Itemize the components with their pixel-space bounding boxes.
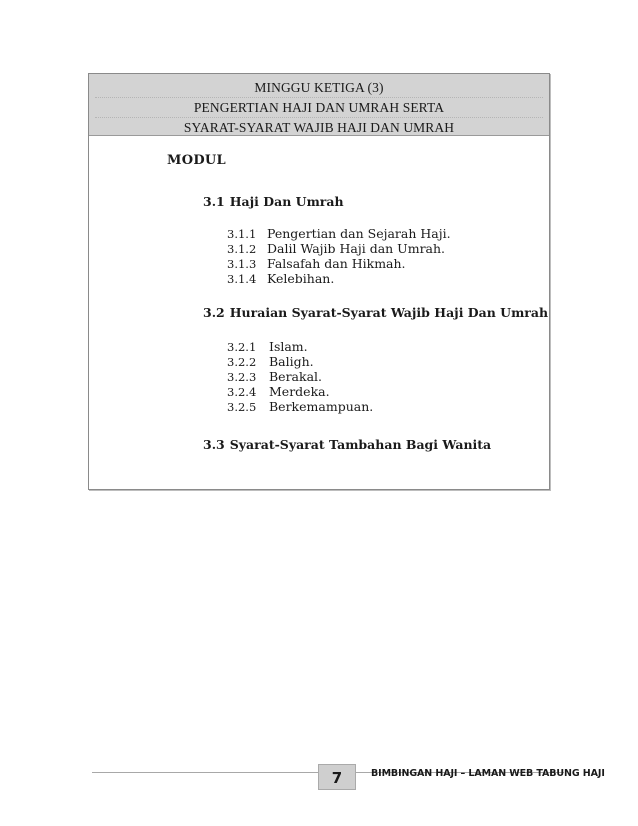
item-text: Dalil Wajib Haji dan Umrah. (267, 241, 446, 256)
item-number: 3.2.5 (227, 400, 257, 414)
item-number: 3.2.2 (227, 355, 257, 369)
item-number: 3.2.3 (227, 370, 257, 384)
modul-label: MODUL (167, 153, 226, 168)
page-number: 7 (318, 764, 356, 790)
section-number: 3.3 (203, 437, 225, 452)
header-line-week: MINGGU KETIGA (3) (95, 78, 543, 98)
list-item (227, 256, 406, 272)
list-item (227, 354, 314, 370)
item-number: 3.1.4 (227, 272, 257, 286)
item-text: Berkemampuan. (269, 399, 374, 414)
item-text: Baligh. (269, 354, 314, 369)
list-item (227, 339, 308, 355)
module-header (89, 74, 549, 136)
list-item (227, 271, 334, 287)
section-3-2 (203, 305, 548, 320)
section-title: Haji Dan Umrah (229, 194, 344, 209)
section-3-1 (203, 194, 344, 209)
item-text: Pengertian dan Sejarah Haji. (267, 226, 451, 241)
item-number: 3.1.1 (227, 227, 257, 241)
section-title: Syarat-Syarat Tambahan Bagi Wanita (229, 437, 492, 452)
item-text: Islam. (269, 339, 308, 354)
item-number: 3.1.2 (227, 242, 257, 256)
item-number: 3.2.1 (227, 340, 257, 354)
item-text: Kelebihan. (267, 271, 335, 286)
section-number: 3.1 (203, 194, 225, 209)
item-text: Berakal. (269, 369, 323, 384)
item-number: 3.2.4 (227, 385, 257, 399)
list-item (227, 226, 451, 242)
section-number: 3.2 (203, 305, 225, 320)
list-item (227, 241, 445, 257)
item-number: 3.1.3 (227, 257, 257, 271)
section-title: Huraian Syarat-Syarat Wajib Haji Dan Umrah (229, 305, 549, 320)
item-text: Falsafah dan Hikmah. (267, 256, 406, 271)
list-item (227, 384, 330, 400)
list-item (227, 369, 322, 385)
item-text: Merdeka. (269, 384, 330, 399)
list-item (227, 399, 373, 415)
section-3-3 (203, 437, 491, 452)
header-line-subtitle: SYARAT-SYARAT WAJIB HAJI DAN UMRAH (183, 120, 455, 135)
footer-title: BIMBINGAN HAJI – LAMAN WEB TABUNG HAJI (371, 768, 605, 779)
header-line-title: PENGERTIAN HAJI DAN UMRAH SERTA (95, 98, 543, 118)
